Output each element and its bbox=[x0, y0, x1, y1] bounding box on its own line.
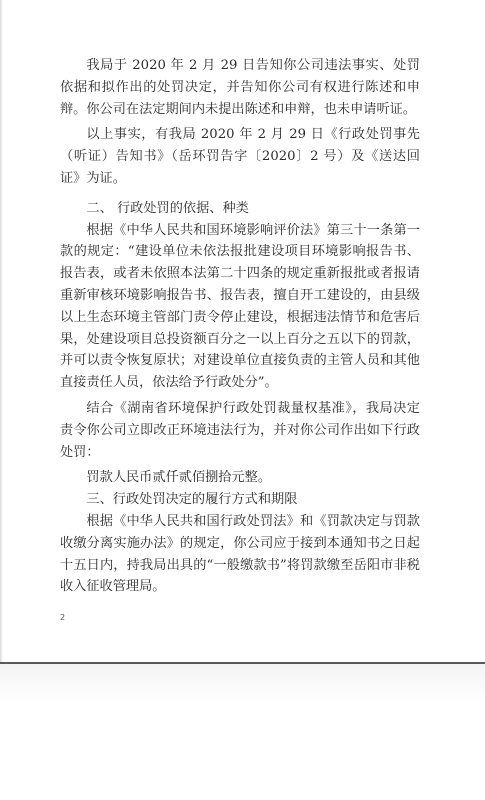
page-bottom-margin bbox=[0, 664, 485, 800]
paragraph-notice-of-facts: 我局于 2020 年 2 月 29 日告知你公司违法事实、处罚依据和拟作出的处罚决定，并告知你公司有权进行陈述和申辩。你公司在法定期间内未提出陈述和申辩，也未申请听证。 bbox=[60, 58, 420, 117]
paragraph-legal-basis: 根据《中华人民共和国环境影响评价法》第三十一条第一款的规定：“建设单位未依法报批建设项目环境影响报告书、报告表，或者未依照本法第二十四条的规定重新报批或者报请重新审核环境影响报告书、报告表，擅自开工建设的，由县级以上生态环境主管部门责令停止建设，根据违法情节和危害后果，处建设项目总投资额百分之一以上百分之五以下的罚款，并可以责令恢复原状；对建设单位直接负责的主管人员和其他直接责任人员，依法给予行政处分”。 bbox=[60, 222, 420, 391]
paragraph-fine-amount: 罚款人民币贰仟贰佰捌拾元整。 bbox=[86, 470, 272, 486]
page-number: 2 bbox=[60, 613, 66, 622]
document-body bbox=[60, 55, 420, 598]
paragraph-payment-method: 根据《中华人民共和国行政处罚法》和《罚款决定与罚款收缴分离实施办法》的规定，你公司应于接到本通知书之日起十五日内，持我局出具的“一般缴款书”将罚款缴至岳阳市非税收入征收管理局。 bbox=[60, 513, 420, 595]
paragraph-evidence: 以上事实，有我局 2020 年 2 月 29 日《行政处罚事先（听证）告知书》（岳环罚告字〔2020〕2 号）及《送达回证》为证。 bbox=[60, 127, 420, 186]
section-heading-basis: 二、 行政处罚的依据、种类 bbox=[86, 200, 249, 216]
paragraph-decision: 结合《湖南省环境保护行政处罚裁量权基准》，我局决定责令你公司立即改正环境违法行为，并对你公司作出如下行政处罚： bbox=[60, 400, 420, 460]
section-heading-execution: 三、行政处罚决定的履行方式和期限 bbox=[86, 492, 298, 508]
